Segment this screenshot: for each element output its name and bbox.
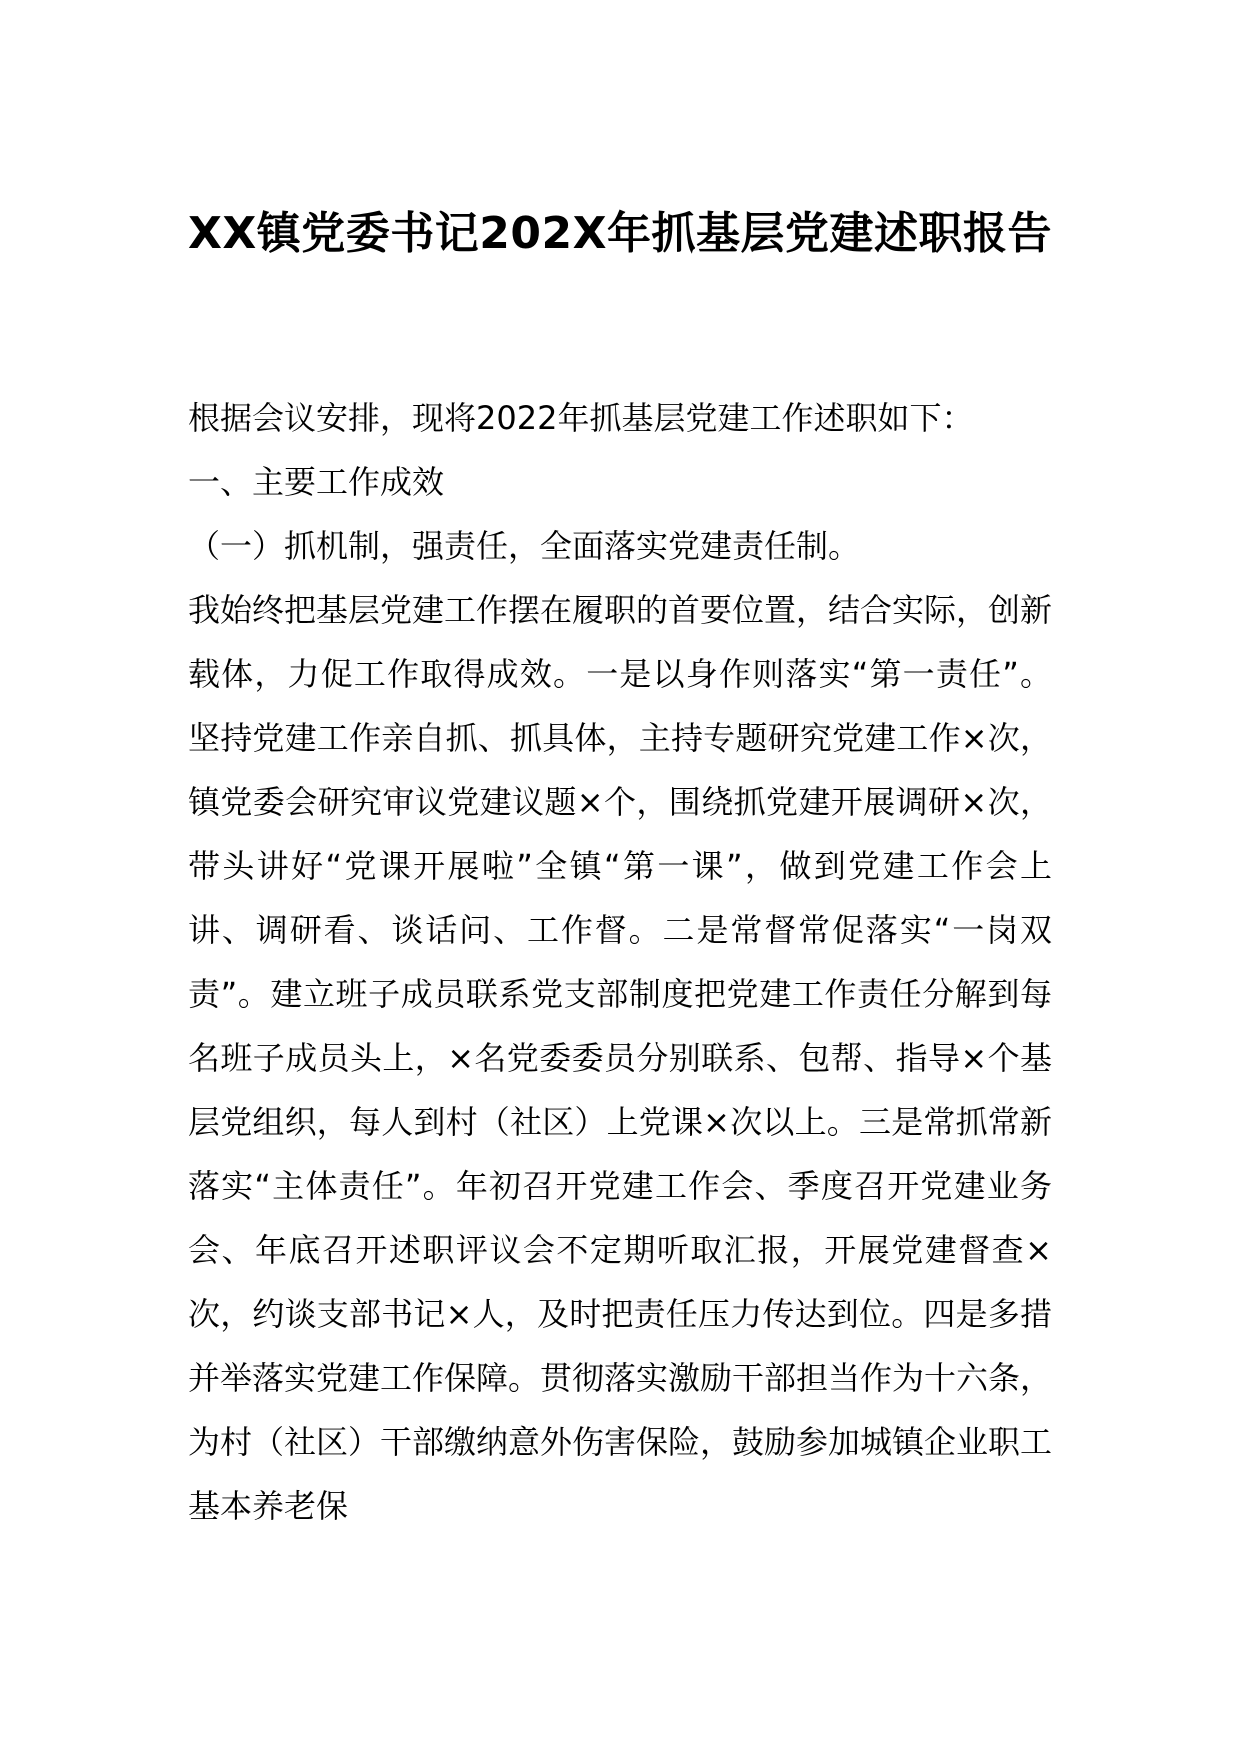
subsection-heading: （一）抓机制，强责任，全面落实党建责任制。 (188, 527, 861, 565)
intro-paragraph: 根据会议安排，现将2022年抓基层党建工作述职如下： (188, 399, 974, 437)
document-title: XX镇党委书记202X年抓基层党建述职报告 (187, 208, 1053, 259)
section-heading: 一、主要工作成效 (188, 463, 445, 501)
body-paragraph: 我始终把基层党建工作摆在履职的首要位置，结合实际，创新载体，力促工作取得成效。一是以身作则落实“第一责任”。坚持党建工作亲自抓、抓具体，主持专题研究党建工作×次，镇党委会研究审议党建议题×个，围绕抓党建开展调研×次，带头讲好“党课开展啦”全镇“第一课”，做到党建工作会上讲、调研看、谈话问、工作督。二是常督常促落实“一岗双责”。建立班子成员联系党支部制度把党建工作责任分解到每名班子成员头上，×名党委委员分别联系、包帮、指导×个基层党组织，每人到村（社区）上党课×次以上。三是常抓常新落实“主体责任”。年初召开党建工作会、季度召开党建业务会、年底召开述职评议会不定期听取汇报，开展党建督查×次，约谈支部书记×人，及时把责任压力传达到位。四是多措并举落实党建工作保障。贯彻落实激励干部担当作为十六条，为村（社区）干部缴纳意外伤害保险，鼓励参加城镇企业职工基本养老保 (188, 591, 1053, 1525)
document-body (188, 386, 1052, 1538)
